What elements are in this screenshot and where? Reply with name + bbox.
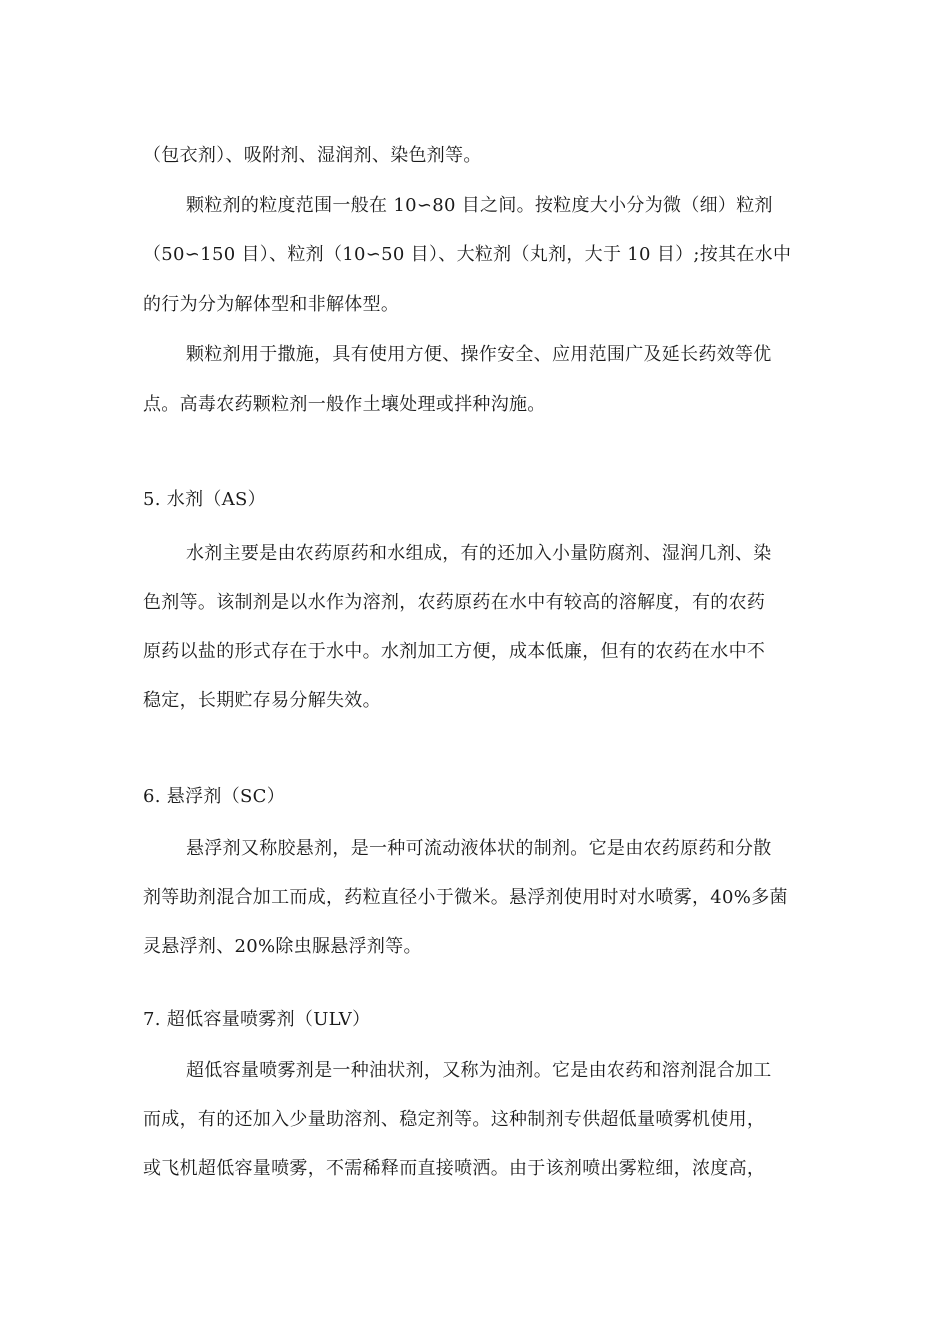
paragraph-line: 点。高毒农药颗粒剂一般作土壤处理或拌种沟施。 [143, 394, 546, 415]
paragraph-line: 颗粒剂的粒度范围一般在 10∽80 目之间。按粒度大小分为微（细）粒剂 [186, 195, 773, 216]
paragraph-line: 或飞机超低容量喷雾，不需稀释而直接喷洒。由于该剂喷出雾粒细，浓度高， [143, 1158, 766, 1179]
paragraph-line: 水剂主要是由农药原药和水组成，有的还加入小量防腐剂、湿润几剂、染 [186, 543, 772, 564]
paragraph-line: 灵悬浮剂、20%除虫脲悬浮剂等。 [143, 936, 422, 957]
paragraph-line: 剂等助剂混合加工而成，药粒直径小于微米。悬浮剂使用时对水喷雾，40%多菌 [143, 887, 788, 908]
paragraph-line: 超低容量喷雾剂是一种油状剂，又称为油剂。它是由农药和溶剂混合加工 [186, 1060, 772, 1081]
paragraph-line: 颗粒剂用于撒施，具有使用方便、操作安全、应用范围广及延长药效等优 [186, 344, 772, 365]
paragraph-line: （包衣剂）、吸附剂、湿润剂、染色剂等。 [143, 145, 482, 166]
paragraph-line: （50∽150 目）、粒剂（10∽50 目）、大粒剂（丸剂，大于 10 目）;按其在水中 [143, 244, 792, 265]
section-heading-6: 6. 悬浮剂（SC） [143, 786, 285, 807]
section-heading-5: 5. 水剂（AS） [143, 489, 266, 510]
paragraph-line: 的行为分为解体型和非解体型。 [143, 294, 400, 315]
paragraph-line: 而成，有的还加入少量助溶剂、稳定剂等。这种制剂专供超低量喷雾机使用， [143, 1109, 766, 1130]
paragraph-line: 悬浮剂又称胶悬剂，是一种可流动液体状的制剂。它是由农药原药和分散 [186, 838, 772, 859]
paragraph-line: 稳定，长期贮存易分解失效。 [143, 690, 381, 711]
paragraph-line: 原药以盐的形式存在于水中。水剂加工方便，成本低廉，但有的农药在水中不 [143, 641, 766, 662]
paragraph-line: 色剂等。该制剂是以水作为溶剂，农药原药在水中有较高的溶解度，有的农药 [143, 592, 766, 613]
section-heading-7: 7. 超低容量喷雾剂（ULV） [143, 1009, 371, 1030]
